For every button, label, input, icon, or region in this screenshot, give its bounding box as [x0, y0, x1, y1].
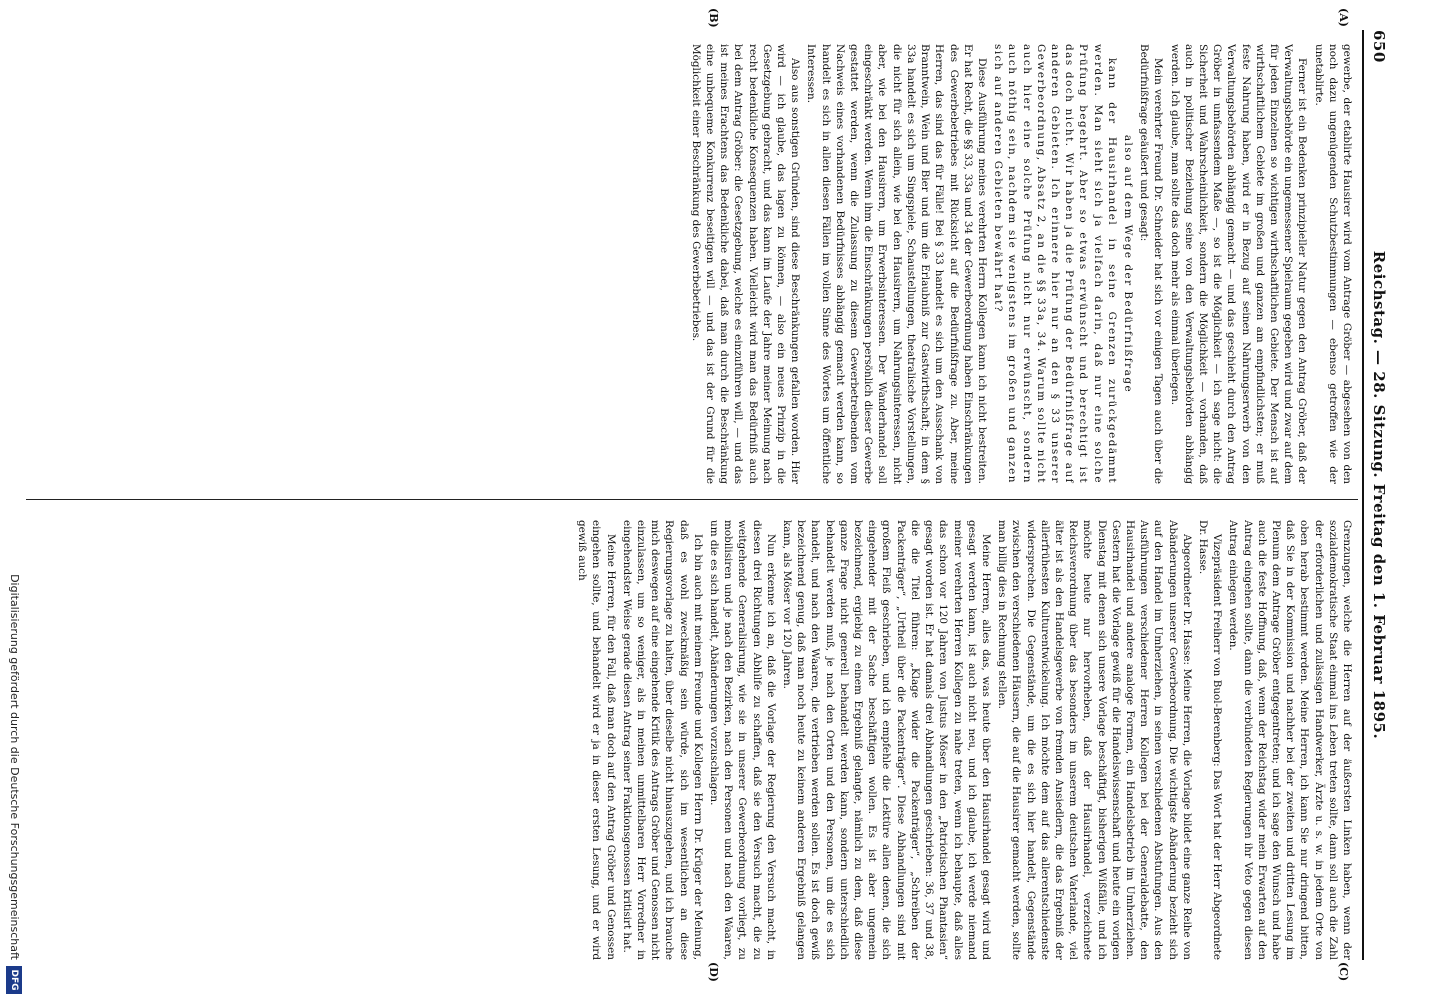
quote-line: also auf dem Wege der Bedürfnißfrage [1121, 134, 1134, 394]
speaker-paragraph: Abgeordneter Dr. Hasse: Meine Herren, die Vorlage bildet eine ganze Reihe von Abänderungen unserer Gewerbeordnung. Die wichtigste Abänderung bezieht sich auf den Handel im Umherziehen, in seinen verschiedenen Abstufungen. Aus den Ausführungen verschiedener Herren Kollegen bei der Generaldebatte, den Hausirhandel und andere analoge Formen, ein Handelsbetrieb im Umherziehen. Gestern hat die Vorlage gewiß für die Handelswissenschaft und heute ein vorigen Dienstag mit denen sich unsere Vorlage beschäftigt, bisherigen Wißfälle, und ich möchte heute nur hervorheben, daß der Hausirhandel, verzeichnete Reichsverordnung über das besonders im unserem deutschen Vaterlande, viel älter ist als den Handelsgewerbe von fremden Ansiedlern, die das Ergebniß der allerfrühesten Kulturentwickelung. Ich möchte dem auf das allerentschiedenste widersprechen. Die Gegenstände, um die es sich hier handelt, Gegenstände zwischen den verschiedenen Häusern, die auf die Hausirer gemacht werden, sollte man billig dies in Rechnung stellen. [996, 520, 1193, 960]
left-column [20, 44, 1354, 484]
paragraph: gewerbe, der etablirte Hausirer wird vom Antrage Gröber — abgesehen von den noch dazu ungenügenden Schutzbestimmungen — ebenso getroffen wie der unetablirte. [1312, 44, 1353, 484]
paragraph: Mein verehrter Freund Dr. Schneider hat sich vor einigen Tagen auch über die Bedürfnißfrage geäußert und gesagt: [1138, 44, 1165, 484]
dfg-logo: DFG [6, 966, 22, 994]
paragraph: Diese Ausführung meines verehrten Herrn Kollegen kann ich nicht bestreiten. Er hat Recht, die §§ 33, 33a und 34 der Gewerbeordnung haben Einschränkungen des Gewerbebetriebes mit Rücksicht auf die Bedürfnißfrage zu. Aber, meine Herren, das sind das für Fälle! Bei § 33 handelt es sich um den Ausschank von Branntwein, Wein und Bier und um die Erlaubniß zur Gastwirthschaft; in dem § 33a handelt es sich um Singspiele, Schaustellungen, theatralische Vorstellungen, die nicht für sich allein, wie bei den Hausirern, um Nahrungsinteressen, nicht aber, wie bei den Hausirern, um Erwerbsinteressen. Der Wanderhandel soll eingeschränkt werden. Wenn ihm die Einschränkungen persönlich dieser Gewerbe gestattet werden, wenn die Zulassung zu diesem Gewerbetreibenden vom Nachweis eines vorhandenen Bedürfnisses abhängig gemacht werden kann, so handelt es sich in allen diesen Fällen im vollen Sinne des Wortes um öffentliche Interessen. [805, 44, 988, 484]
page-header [1362, 30, 1392, 960]
margin-mark-a: (A) [1337, 8, 1350, 27]
header-rule [1362, 30, 1364, 960]
margin-mark-d: (D) [707, 962, 720, 982]
quote-paragraph: kann der Hausirhandel in seine Grenzen zurückgedämmt werden. Man sieht sich ja vielfach darin, daß nur eine solche Prüfung begehrt. Aber so etwas erwünscht und berechtigt ist das doch nicht. Wir haben ja die Prüfung der Bedürfnißfrage auf anderen Gebieten. Ich erinnere hier nur an den § 33 unserer Gewerbeordnung, Absatz 2, an die §§ 33a, 34. Warum sollte nicht auch hier eine solche Prüfung nicht nur erwünscht, sondern auch nöthig sein, nachdem sie wenigstens im großen und ganzen sich auf anderen Gebieten bewährt hat? [992, 44, 1118, 484]
page-number: 650 [1370, 30, 1388, 63]
paragraph: Also aus sonstigen Gründen, sind diese Beschränkungen gefallen worden. Hier wird — ich glaube, das lagen zu können, — also ein neues Prinzip in die Gesetzgebung gebracht, und das kann im Laufe der Jahre meiner Meinung nach recht bedenkliche Konsequenzen haben. Vielleicht wird man das Bedürfniß auch bei dem Antrag Gröber: die Gesetzgebung, welche es einzuführen will, — und das ist meines Erachtens das Bedenkliche dabei, daß man durch die Beschränkung eine unbequeme Konkurrenz beseitigen will — und das ist der Grund für die Möglichkeit einer Beschränkung des Gewerbebetriebes. [689, 44, 802, 484]
paragraph: Nun erkenne ich an, daß die Vorlage der Regierung den Versuch macht, in diesen drei Richtungen Abhilfe zu schaffen, daß sie den Versuch macht, die zu weitgehende Generalisirung, wie sie in unserer Gewerbeordnung vorliegt, zu mobilisiren und je nach den Bezirken, nach den Personen und nach den Waaren, um die es sich handelt, Abänderungen vorzuschlagen. [708, 520, 777, 960]
margin-mark-b: (B) [707, 8, 720, 28]
paragraph: Ferner ist ein Bedenken prinzipieller Natur gegen den Antrag Gröber, daß der Verwaltungsbehörde ein ungemessener Spielraum gegeben wird und zwar auf dem für jeden Einzelnen so wichtigen wirthschaftlichen Gebiete. Der Mensch ist auf wirthschaftlichem Gebiete im großen und ganzen am empfindlichsten; er muß feste Nahrung haben, wird er in Bezug auf seinen Nahrungserwerb von den Verwaltungsbehörden abhängig gemacht — und das geschieht durch den Antrag Gröber in umfassendem Maße —, so ist die Möglichkeit — ich sage nicht: die Sicherheit und Wahrscheinlichkeit, sondern die Möglichkeit — vorhanden, daß auch in politischer Beziehung seine von den Verwaltungsbehörden abhängig werden. Ich glaube, man sollte das doch mehr als einmal überlegen. [1168, 44, 1309, 484]
margin-mark-c: (C) [1337, 962, 1350, 982]
right-column [20, 520, 1354, 960]
paragraph: Meine Herren, alles das, was heute über den Hausirhandel gesagt wird und gesagt werden kann, ist auch nicht neu, und ich glaube, ich werde niemand meiner verehrten Herren Kollegen zu nahe treten, wenn ich behaupte, daß alles das schon vor 120 Jahren von Justus Möser in den „Patriotischen Phantasien“ gesagt worden ist. Er hat damals drei Abhandlungen geschrieben: 36, 37 und 38, die die Titel führen: „Klage wider die Packenträger“, „Schreiben der Packenträger“, „Urtheil über die Packenträger“. Diese Abhandlungen sind mit großem Fleiß geschrieben, und ich empfehle die Lektüre allen denen, die sich eingehender mit der Sache beschäftigen wollen. Es ist aber ungemein bezeichnend, ergiebig zu einem Ergebniß gelangte, nämlich zu dem, daß diese ganze Frage nicht generell behandelt werden kann, sondern unterschiedlich behandelt werden muß, je nach den Orten und den Personen, um die es sich handelt, und nach den Waaren, die vertrieben werden sollen. Es ist doch gewiß bezeichnend genug, daß man noch heute zu keinem anderen Ergebniß gelangen kann, als Möser vor 120 Jahren. [781, 520, 992, 960]
column-divider [20, 499, 1358, 500]
paragraph: Ich bin auch mit meinem Freunde und Kollegen Herrn Dr. Krüger der Meinung, daß es wohl zweckmäßig sein würde, sich im wesentlichen an diese Regierungsvorlage zu halten, über dieselbe nicht hinauszugehen, und ich brauche mich deswegen auf eine eingehende Kritik des Antrags Gröber und Genossen nicht einzulassen, um so weniger, als in meinen unmittelbaren Herr Vorredner in eingehendster Weise gerade diesen Antrag seiner Fraktionsgenossen kritisirt hat. [620, 520, 704, 960]
paragraph: Grenzungen, welche die Herren auf der äußersten Linken haben, wenn der sozialdemokratische Staat einmal ins Leben treten sollte, dann soll auch die Zahl der erforderlichen und zulässigen Handwerker, Ärzte u. s. w. in jedem Orte von oben herab bestimmt werden. Meine Herren, ich kann Sie nur dringend bitten, daß Sie in der Kommission und nachher bei der zweiten und dritten Lesung im Plenum dem Antrage Gröber entgegentreten; und ich sage den Wunsch und habe auch die feste Hoffnung, daß, wenn der Reichstag wider mein Erwarten auf den Antrag eingehen sollte, dann die verbündeten Regierungen ihr Veto gegen diesen Antrag einlegen werden. [1227, 520, 1353, 960]
page-title: Reichstag. — 28. Sitzung. Freitag den 1. Februar 1895. [1370, 250, 1388, 740]
funding-credit: Digitalisierung gefördert durch die Deutsche Forschungsgemeinschaft [8, 574, 21, 960]
digitization-footer [0, 0, 26, 1000]
paragraph: Meine Herren, für den Fall, daß man doch auf den Antrag Gröber und Genossen eingehen sollte, und behandelt wird er ja in dieser ersten Lesung, und er wird gewiß auch [576, 520, 617, 960]
speaker-paragraph: Vizepräsident Freiherr von Buol-Berenberg: Das Wort hat der Herr Abgeordnete Dr. Hasse. [1196, 520, 1224, 960]
